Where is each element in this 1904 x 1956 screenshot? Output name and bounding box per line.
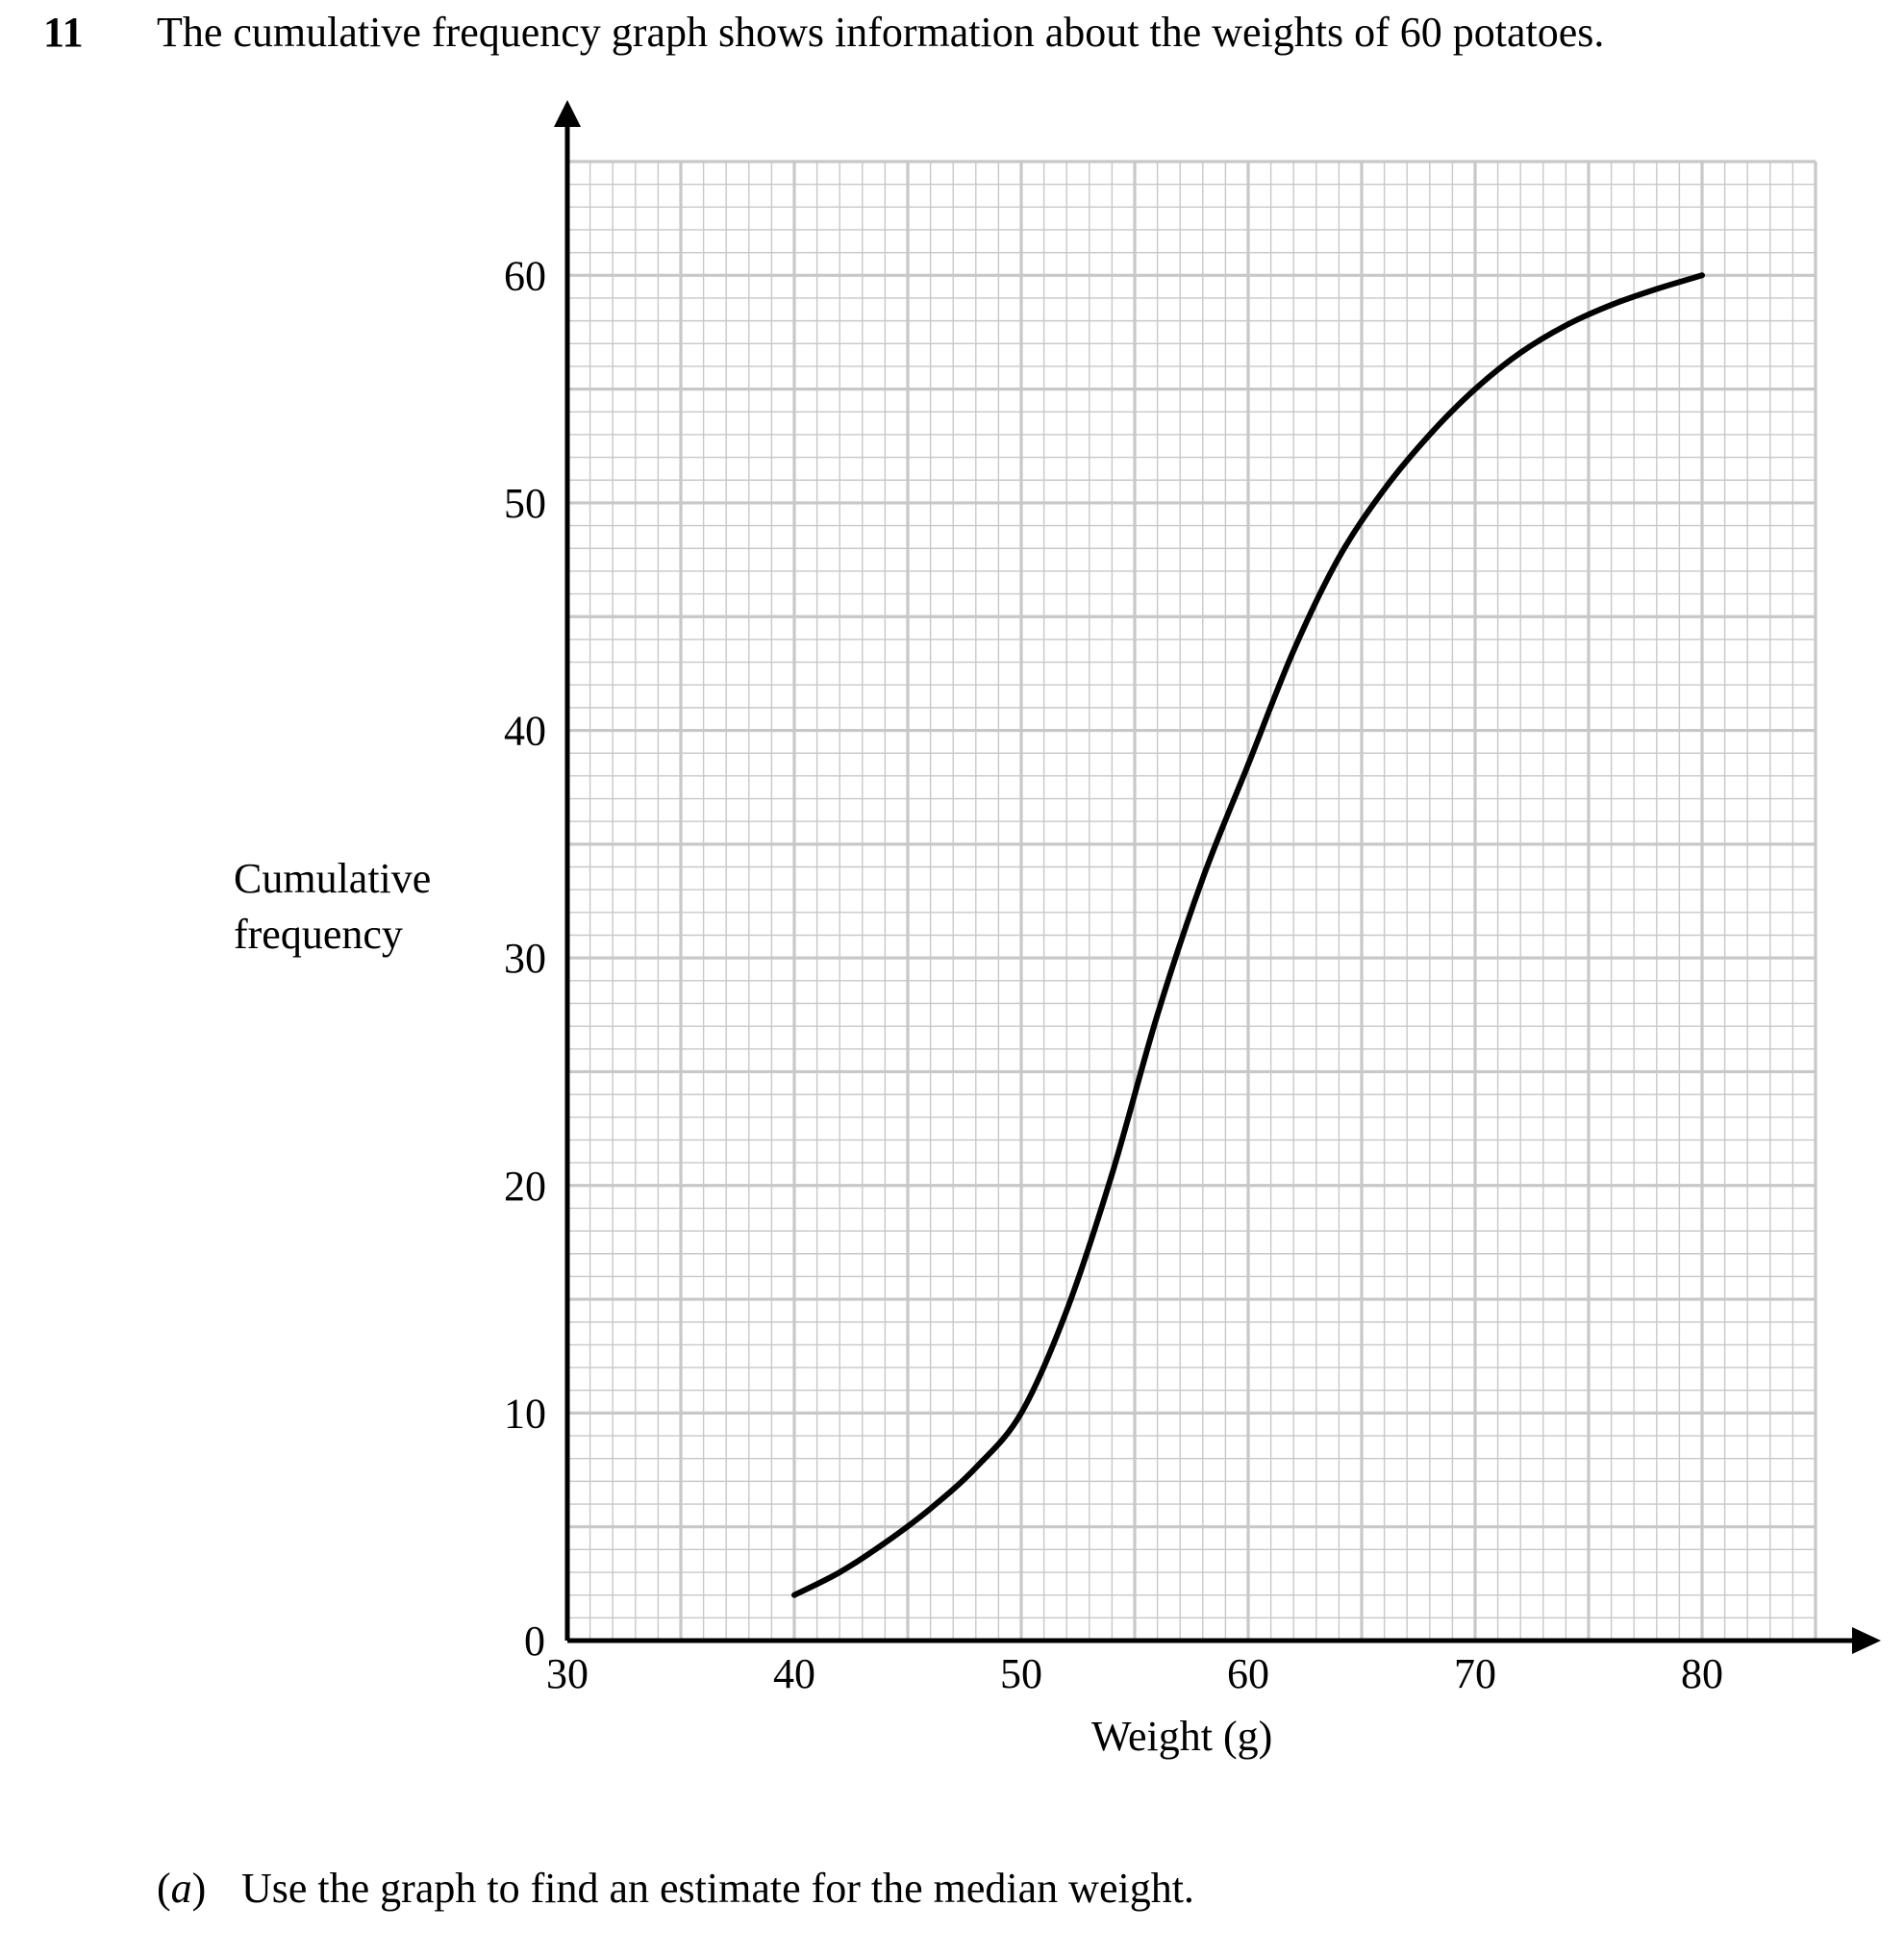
x-tick-label: 70 [1454,1650,1496,1697]
y-tick-label: 20 [504,1162,546,1210]
y-axis-label-line-2: frequency [234,911,403,958]
y-tick-label: 60 [504,252,546,300]
y-axis-arrow [554,100,581,127]
x-tick-label: 60 [1227,1650,1269,1697]
chart-grid [567,162,1816,1641]
question-part-a [157,1864,1194,1913]
chart-axes [554,100,1881,1654]
question-text: The cumulative frequency graph shows information about the weights of 60 potatoes. [157,9,1605,56]
y-tick-label: 10 [504,1390,546,1438]
part-a-letter: a [170,1865,192,1912]
x-tick-label: 30 [546,1650,589,1697]
y-tick-labels [504,252,546,1665]
x-axis-label: Weight (g) [1091,1713,1273,1760]
y-tick-label: 30 [504,935,546,983]
x-tick-label: 40 [773,1650,815,1697]
x-tick-label: 80 [1681,1650,1723,1697]
x-tick-label: 50 [1000,1650,1042,1697]
x-axis-arrow [1852,1627,1881,1654]
y-tick-label: 0 [524,1617,545,1665]
y-tick-label: 50 [504,479,546,527]
part-a-text: Use the graph to find an estimate for the median weight. [241,1865,1194,1912]
part-a-label [157,1864,241,1913]
question-number: 11 [43,9,84,56]
part-a-close-paren: ) [191,1865,207,1912]
x-tick-labels [546,1650,1723,1697]
y-axis-label-line-1: Cumulative [234,855,432,902]
y-axis-label [234,851,431,963]
part-a-open-paren: ( [157,1865,171,1912]
y-tick-label: 40 [504,707,546,755]
